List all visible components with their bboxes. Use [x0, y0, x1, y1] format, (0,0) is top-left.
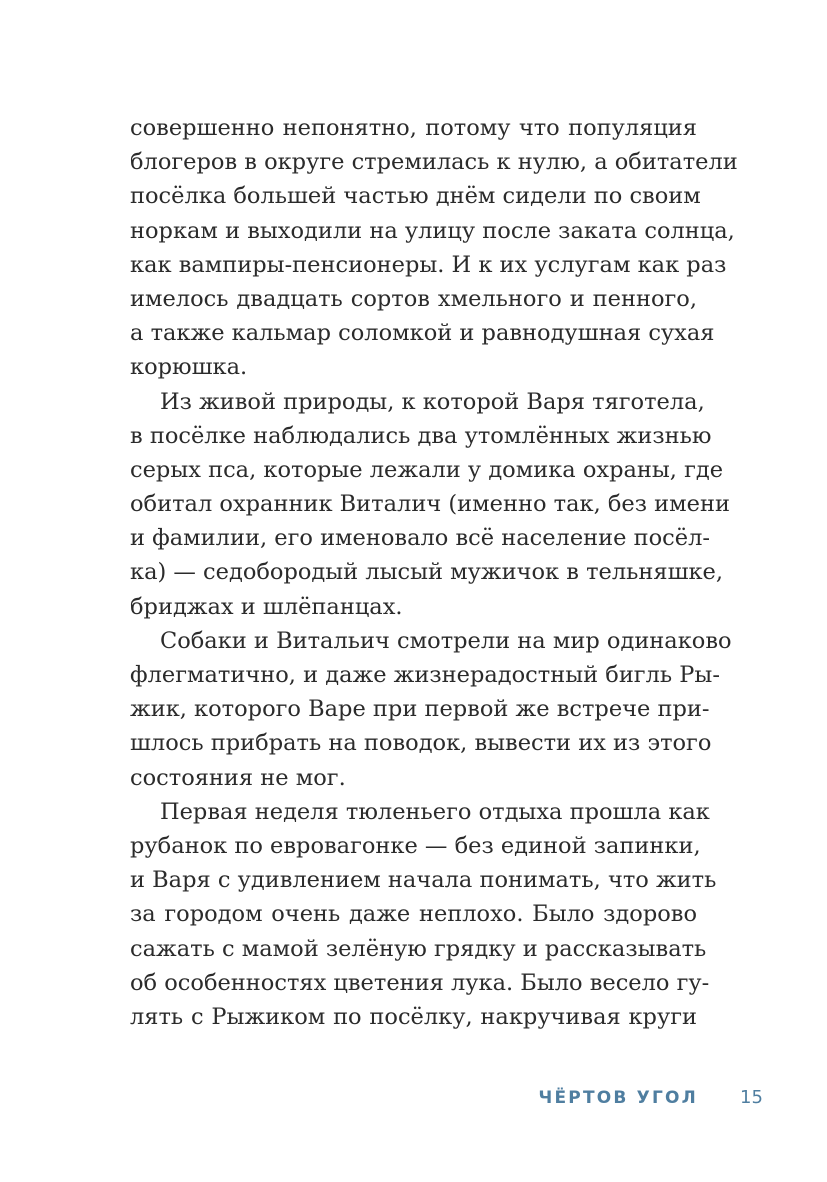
paragraph	[130, 111, 738, 385]
text-line: флегматично, и даже жизнерадостный бигль Ры-	[130, 662, 720, 688]
text-line: Первая неделя тюленьего отдыха прошла как	[160, 798, 710, 825]
paragraph	[130, 624, 732, 795]
text-line: лять с Рыжиком по посёлку, накручивая круги	[130, 1003, 697, 1030]
text-line: серых пса, которые лежали у домика охраны, где	[130, 456, 724, 483]
text-line: Из живой природы, к которой Варя тяготела,	[160, 388, 705, 415]
text-line: бриджах и шлёпанцах.	[130, 593, 403, 620]
text-line: ка) — седобородый лысый мужичок в тельняшке,	[130, 559, 724, 586]
text-line: а также кальмар соломкой и равнодушная сухая	[130, 320, 715, 347]
page-footer	[0, 1084, 827, 1114]
text-line: об особенностях цветения лука. Было весело гу-	[130, 969, 710, 996]
text-line: обитал охранник Виталич (именно так, без имени	[130, 491, 730, 518]
text-line: корюшка.	[130, 354, 248, 381]
text-line: сажать с мамой зелёную грядку и рассказывать	[130, 935, 707, 962]
text-line: норкам и выходили на улицу после заката солнца,	[130, 217, 735, 244]
text-line: рубанок по евровагонке — без единой запинки,	[130, 832, 701, 859]
text-line: в посёлке наблюдались два утомлённых жизнью	[130, 422, 712, 449]
text-line: и Варя с удивлением начала понимать, что жить	[130, 867, 717, 894]
paragraph	[130, 385, 730, 624]
text-line: за городом очень даже неплохо. Было здорово	[130, 901, 697, 928]
text-line: Собаки и Витальич смотрели на мир одинаково	[160, 627, 732, 654]
text-line: блогеров в округе стремилась к нулю, а обитатели	[130, 149, 738, 176]
paragraph	[130, 795, 717, 1034]
text-line: шлось прибрать на поводок, вывести их из этого	[130, 730, 712, 757]
text-line: посёлка большей частью днём сидели по своим	[130, 183, 701, 210]
text-line: и фамилии, его именовало всё население посёл-	[130, 525, 710, 552]
text-line: совершенно непонятно, потому что популяция	[130, 115, 697, 141]
text-line: имелось двадцать сортов хмельного и пенного,	[130, 285, 697, 312]
body-text	[130, 111, 738, 1034]
text-line: как вампиры-пенсионеры. И к их услугам как раз	[130, 251, 727, 278]
text-line: жик, которого Варе при первой же встрече при-	[130, 696, 710, 723]
text-line: состояния не мог.	[130, 764, 346, 791]
running-title: ЧЁРТОВ УГОЛ	[538, 1088, 698, 1108]
page-number: 15	[740, 1087, 763, 1108]
